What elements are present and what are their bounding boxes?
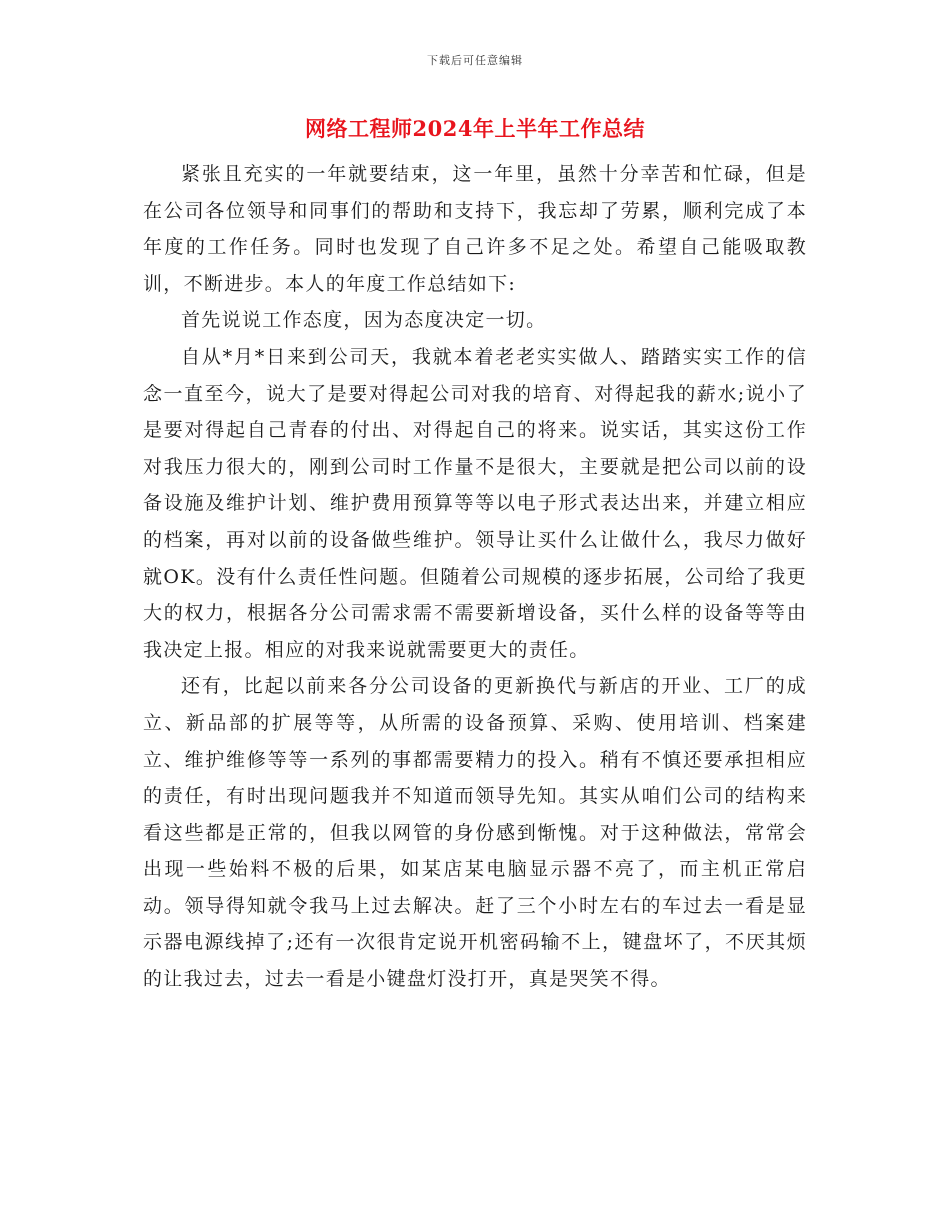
page-header-note: 下载后可任意编辑 — [427, 54, 523, 67]
document-body — [143, 156, 807, 998]
paragraph-work-history: 自从*月*日来到公司天，我就本着老老实实做人、踏踏实实工作的信念一直至今，说大了是要对得起公司对我的培育、对得起我的薪水;说小了是要对得起自己青春的付出、对得起自己的将来。说实话，其实这份工作对我压力很大的，刚到公司时工作量不是很大，主要就是把公司以前的设备设施及维护计划、维护费用预算等等以电子形式表达出来，并建立相应的档案，再对以前的设备做些维护。领导让买什么让做什么，我尽力做好就OK。没有什么责任性问题。但随着公司规模的逐步拓展，公司给了我更大的权力，根据各分公司需求需不需要新增设备，买什么样的设备等等由我决定上报。相应的对我来说就需要更大的责任。 — [143, 345, 807, 661]
paragraph-attitude: 首先说说工作态度，因为态度决定一切。 — [181, 309, 547, 332]
paragraph-responsibilities: 还有，比起以前来各分公司设备的更新换代与新店的开业、工厂的成立、新品部的扩展等等，从所需的设备预算、采购、使用培训、档案建立、维护维修等等一系列的事都需要精力的投入。稍有不慎还要承担相应的责任，有时出现问题我并不知道而领导先知。其实从咱们公司的结构来看这些都是正常的，但我以网管的身份感到惭愧。对于这种做法，常常会出现一些始料不极的后果，如某店某电脑显示器不亮了，而主机正常启动。领导得知就令我马上过去解决。赶了三个小时左右的车过去一看是显示器电源线掉了;还有一次很肯定说开机密码输不上，键盘坏了，不厌其烦的让我过去，过去一看是小键盘灯没打开，真是哭笑不得。 — [143, 675, 807, 991]
paragraph-intro: 紧张且充实的一年就要结束，这一年里，虽然十分幸苦和忙碌，但是在公司各位领导和同事们的帮助和支持下，我忘却了劳累，顺利完成了本年度的工作任务。同时也发现了自己许多不足之处。希望自己能吸取教训，不断进步。本人的年度工作总结如下: — [143, 163, 807, 295]
document-title: 网络工程师2024年上半年工作总结 — [305, 116, 645, 141]
